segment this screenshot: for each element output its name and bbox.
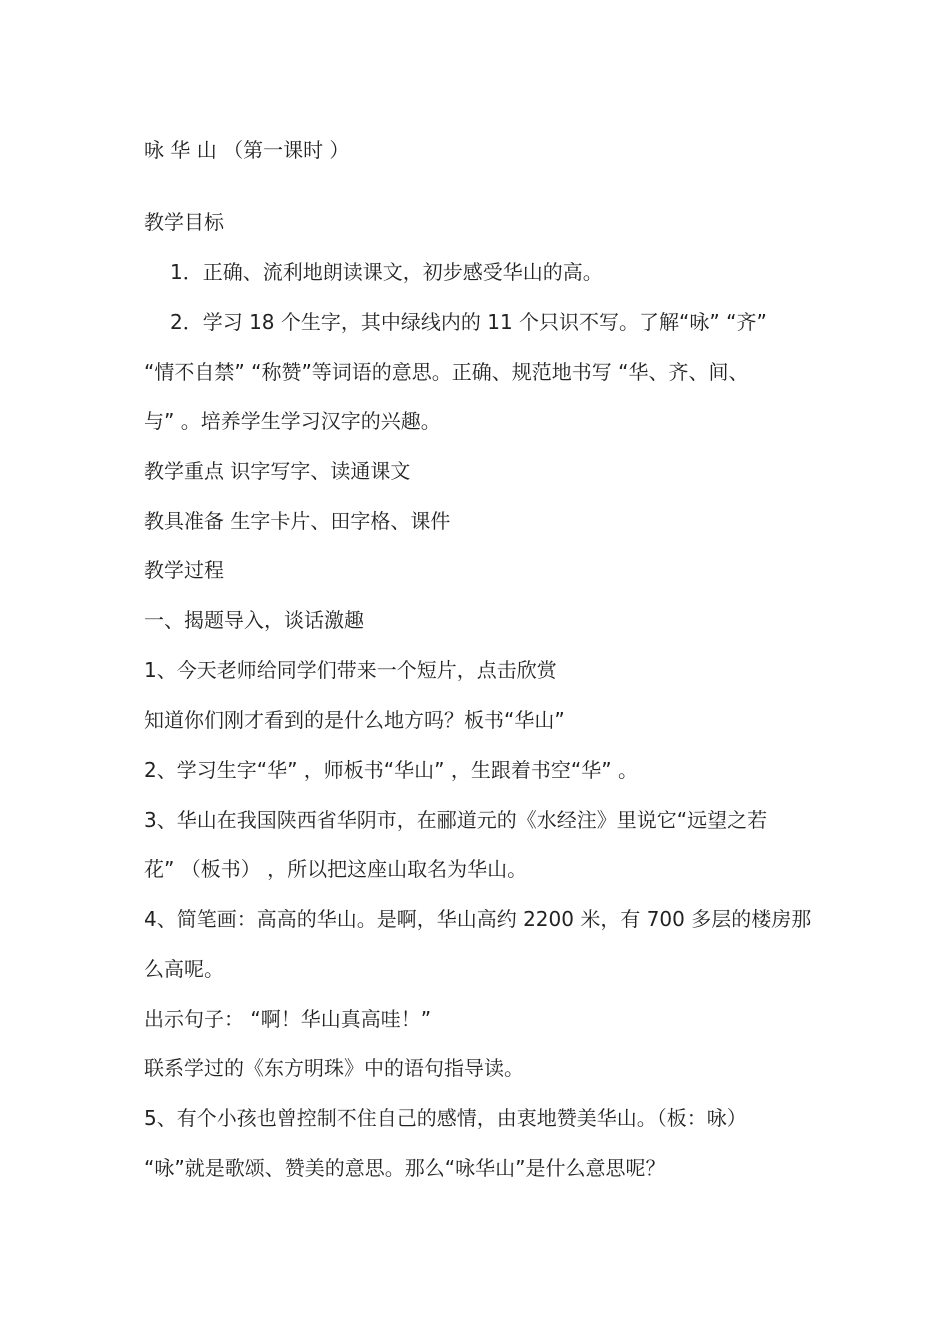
lesson-title: 咏 华 山 （第一课时 ） [144,138,350,162]
process-line: 知道你们刚才看到的是什么地方吗？板书“华山” [144,708,565,732]
teaching-aids: 教具准备 生字卡片、田字格、课件 [144,509,451,533]
process-line: 1、今天老师给同学们带来一个短片，点击欣赏 [144,658,557,682]
process-line: “咏”就是歌颂、赞美的意思。那么“咏华山”是什么意思呢？ [144,1156,666,1180]
goal-item-2-cont-2: 与” 。培养学生学习汉字的兴趣。 [144,409,441,433]
goal-item-1: 1．正确、流利地朗读课文，初步感受华山的高。 [170,260,603,284]
goal-item-2: 2．学习 18 个生字，其中绿线内的 11 个只识不写。了解“咏” “齐” [170,310,767,334]
process-line: 4、简笔画：高高的华山。是啊，华山高约 2200 米，有 700 多层的楼房那 [144,907,812,931]
process-line: 花” （板书） ，所以把这座山取名为华山。 [144,857,528,881]
key-points: 教学重点 识字写字、读通课文 [144,459,411,483]
process-step-1-heading: 一、揭题导入，谈话激趣 [144,608,364,632]
process-line: 么高呢。 [144,957,224,981]
process-line: 5、有个小孩也曾控制不住自己的感情，由衷地赞美华山。（板：咏） [144,1106,747,1130]
process-line: 出示句子： “啊！华山真高哇！” [144,1007,432,1031]
section-heading-process: 教学过程 [144,558,224,582]
process-line: 3、华山在我国陕西省华阴市，在郦道元的《水经注》里说它“远望之若 [144,808,768,832]
goal-item-2-cont-1: “情不自禁” “称赞”等词语的意思。正确、规范地书写 “华、齐、间、 [144,360,749,384]
process-line: 联系学过的《东方明珠》中的语句指导读。 [144,1056,524,1080]
process-line: 2、学习生字“华” ，师板书“华山” ，生跟着书空“华” 。 [144,758,638,782]
section-heading-goals: 教学目标 [144,210,224,234]
